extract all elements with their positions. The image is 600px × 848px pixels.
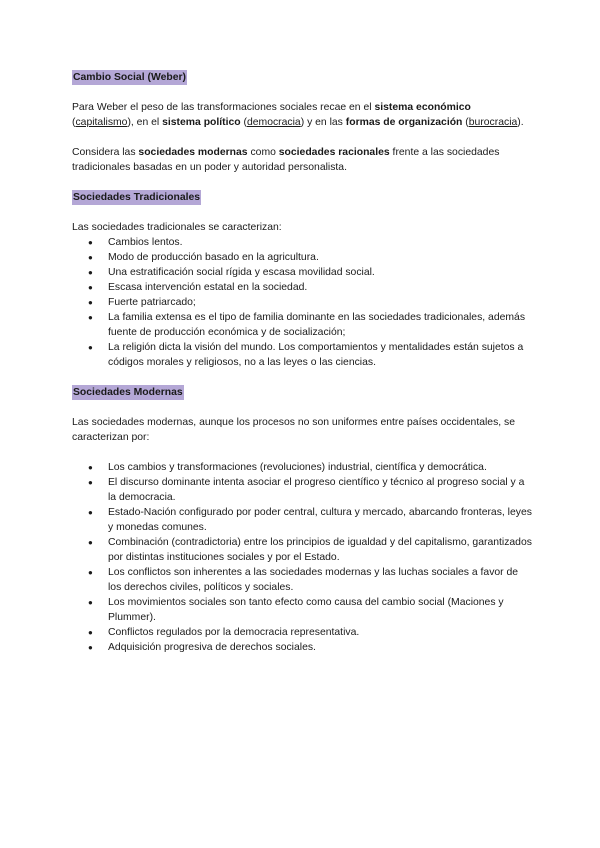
p1-text-1: Para Weber el peso de las transformaciones sociales recae en el bbox=[72, 102, 375, 113]
p1-text-4: ( bbox=[240, 117, 247, 128]
p2-bold-sociedades-racionales: sociedades racionales bbox=[278, 147, 390, 158]
section-sociedades-modernas bbox=[72, 385, 532, 655]
p1-underline-capitalismo: capitalismo bbox=[75, 117, 128, 128]
p2-text-3: frente a las sociedades tradicionales basadas en un poder y autoridad personalista. bbox=[72, 147, 500, 173]
list-item: ● Los conflictos son inherentes a las sociedades modernas y las luchas sociales a favor de los derechos civiles, políticos y sociales. bbox=[72, 565, 532, 595]
list-item: ● Los cambios y transformaciones (revoluciones) industrial, científica y democrática. bbox=[72, 460, 532, 475]
list-item: ● La religión dicta la visión del mundo. Los comportamientos y mentalidades están sujetos a códigos morales y religiosos, no a las leyes o las ciencias. bbox=[72, 340, 532, 370]
p1-bold-formas-organizacion: formas de organización bbox=[345, 117, 463, 128]
heading-sociedades-modernas: Sociedades Modernas bbox=[73, 387, 183, 398]
paragraph-weber bbox=[72, 100, 532, 130]
p2-text-1: Considera las bbox=[72, 147, 139, 158]
list-modernas bbox=[72, 460, 532, 655]
p1-underline-democracia: democracia bbox=[247, 117, 301, 128]
p2-bold-sociedades-modernas: sociedades modernas bbox=[138, 147, 248, 158]
list-item: ● Cambios lentos. bbox=[72, 235, 532, 250]
p1-text-7: ). bbox=[517, 117, 524, 128]
p1-text-6: ( bbox=[462, 117, 469, 128]
list-item: ● Modo de producción basado en la agricultura. bbox=[72, 250, 532, 265]
p2-text-2: como bbox=[247, 147, 279, 158]
intro-tradicionales: Las sociedades tradicionales se caracterizan: bbox=[72, 222, 282, 233]
p1-text-3: ), en el bbox=[127, 117, 163, 128]
list-item: ● Conflictos regulados por la democracia representativa. bbox=[72, 625, 532, 640]
list-item: ● Estado-Nación configurado por poder central, cultura y mercado, abarcando fronteras, leyes y monedas comunes. bbox=[72, 505, 532, 535]
heading-sociedades-tradicionales: Sociedades Tradicionales bbox=[73, 192, 201, 203]
list-item: ● Los movimientos sociales son tanto efecto como causa del cambio social (Maciones y Plummer). bbox=[72, 595, 532, 625]
paragraph-sociedades-racionales bbox=[72, 145, 532, 175]
list-item: ● Escasa intervención estatal en la sociedad. bbox=[72, 280, 532, 295]
heading-cambio-social: Cambio Social (Weber) bbox=[73, 72, 186, 83]
p1-bold-sistema-economico: sistema económico bbox=[374, 102, 471, 113]
list-item: ● Una estratificación social rígida y escasa movilidad social. bbox=[72, 265, 532, 280]
p1-bold-sistema-politico: sistema político bbox=[162, 117, 241, 128]
p1-text-5: ) y en las bbox=[300, 117, 346, 128]
document-page bbox=[72, 70, 532, 655]
list-tradicionales bbox=[72, 235, 532, 370]
intro-modernas: Las sociedades modernas, aunque los procesos no son uniformes entre países occidentales, se caracterizan por: bbox=[72, 417, 516, 443]
list-item: ● Fuerte patriarcado; bbox=[72, 295, 532, 310]
p1-underline-burocracia: burocracia bbox=[468, 117, 518, 128]
list-item: ● Combinación (contradictoria) entre los principios de igualdad y del capitalismo, garantizados por distintas instituciones sociales y por el Estado. bbox=[72, 535, 532, 565]
p1-text-2: ( bbox=[72, 117, 76, 128]
section-cambio-social bbox=[72, 70, 532, 175]
section-sociedades-tradicionales bbox=[72, 190, 532, 370]
list-item: ● La familia extensa es el tipo de familia dominante en las sociedades tradicionales, además fuente de producción económica y de socialización; bbox=[72, 310, 532, 340]
list-item: ● El discurso dominante intenta asociar el progreso científico y técnico al progreso social y a la democracia. bbox=[72, 475, 532, 505]
list-item: ● Adquisición progresiva de derechos sociales. bbox=[72, 640, 532, 655]
